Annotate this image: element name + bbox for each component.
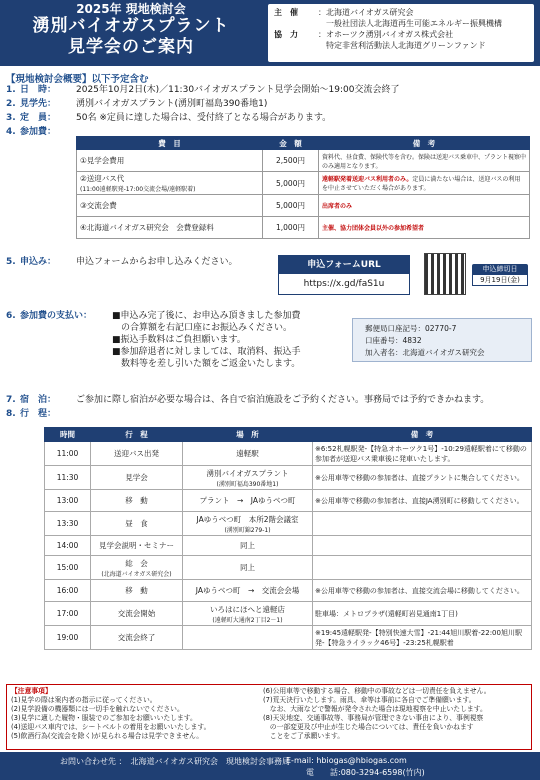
fee-col-amount: 金 額 bbox=[263, 137, 319, 150]
payment-text: 数料等を差し引いた額をご返金いたします。 bbox=[112, 359, 301, 369]
itinerary-table bbox=[44, 427, 532, 650]
row-place: 遠軽駅 bbox=[183, 442, 313, 466]
apply-line: 5. 申込み： 申込フォームからお申し込みください。 bbox=[6, 257, 238, 267]
payment-text: の合算額を右記口座にお振込みください。 bbox=[112, 323, 293, 333]
row-time: 16:00 bbox=[45, 580, 91, 602]
itinerary-line: 8. 行 程： bbox=[6, 409, 57, 419]
row-step: 交流会開始 bbox=[91, 602, 183, 626]
item-date: 1. 日 時： 2025年10月2日(木)／11:30バイオガスプラント見学会開始～19:00交流会終了 bbox=[6, 85, 400, 95]
partner-label: 協 力 bbox=[274, 30, 298, 39]
row-note bbox=[313, 512, 532, 536]
itinerary-row bbox=[45, 490, 532, 512]
row-note bbox=[313, 536, 532, 556]
row-step: 移 動 bbox=[91, 490, 183, 512]
fee-row: ①見学会費用 2,500円 資料代、昼食費、保険代等を含む。保険は送迎バス乗車中、プラント視察中のみ適用となります。 bbox=[77, 150, 530, 172]
deadline-date: 9月19日(金) bbox=[472, 274, 528, 286]
row-step: 見学会 bbox=[91, 466, 183, 490]
partner-1: ：オホーツク湧別バイオガス株式会社 bbox=[318, 30, 454, 39]
form-url-title: 申込フォームURL bbox=[279, 256, 409, 274]
notes-heading: 【注意事項】 bbox=[11, 687, 52, 695]
row-note: ※公用車等で移動の参加者は、直接JA湧別町に移動してください。 bbox=[313, 490, 532, 512]
fee-col-note: 備 考 bbox=[319, 137, 530, 150]
contact-org: お問い合わせ先 ： 北海道バイオガス研究会 現地検討会事務局 bbox=[60, 757, 291, 766]
row-place: 同上 bbox=[183, 536, 313, 556]
bank-number: 口座番号：4832 bbox=[365, 336, 422, 345]
row-time: 17:00 bbox=[45, 602, 91, 626]
bank-account-box bbox=[352, 318, 532, 362]
sched-col-time: 時間 bbox=[45, 428, 91, 442]
host-2: 一般社団法人北海道再生可能エネルギー振興機構 bbox=[326, 19, 502, 28]
title-line-2: 見学会のご案内 bbox=[68, 37, 194, 57]
title-block bbox=[6, 2, 256, 58]
row-time: 11:00 bbox=[45, 442, 91, 466]
row-note bbox=[313, 556, 532, 580]
item-fee: 4. 参加費： bbox=[6, 127, 57, 137]
overview-heading: 【現地検討会概要】以下予定含む bbox=[6, 74, 149, 85]
organizer-box bbox=[268, 4, 534, 62]
row-note: ※6:52札幌駅発-【特急オホーツク1号】-10:29遠軽駅着にて移動の参加者が送迎バス乗車後に発車いたします。 bbox=[313, 442, 532, 466]
fee-row: ③交流会費 5,000円 出席者のみ bbox=[77, 195, 530, 217]
contact-phone: 電 話:080-3294-6598(竹内) bbox=[306, 768, 425, 777]
itinerary-row bbox=[45, 512, 532, 536]
fee-table bbox=[76, 136, 530, 239]
header-banner bbox=[0, 0, 540, 66]
item-capacity: 3. 定 員： 50名 ※定員に達した場合は、受付終了となる場合があります。 bbox=[6, 113, 332, 123]
itinerary-row bbox=[45, 580, 532, 602]
row-place: JAゆうべつ町 本所2階会議室 (湧別町錦279-1) bbox=[183, 512, 313, 536]
host-row bbox=[274, 7, 528, 29]
row-place: 同上 bbox=[183, 556, 313, 580]
sched-col-place: 場 所 bbox=[183, 428, 313, 442]
partner-2: 特定非営利活動法人北海道グリーンファンド bbox=[326, 41, 486, 50]
row-step: 見学会説明・セミナー bbox=[91, 536, 183, 556]
title-line-1: 湧別バイオガスプラント bbox=[32, 16, 230, 36]
sched-col-note: 備 考 bbox=[313, 428, 532, 442]
itinerary-row bbox=[45, 602, 532, 626]
sched-col-step: 行 程 bbox=[91, 428, 183, 442]
itinerary-row bbox=[45, 556, 532, 580]
row-place: JAゆうべつ町 → 交流会会場 bbox=[183, 580, 313, 602]
row-time: 11:30 bbox=[45, 466, 91, 490]
payment-text: ■参加辞退者に対しましては、取消料、振込手 bbox=[112, 347, 301, 357]
notes-left: (1)見学の際は案内者の指示に従ってください。 (2)見学設備の機器類には一切手を触れないでください。 (3)見学に適した履物・服装でのご参加をお願いいたします。 (4)送迎バス車内では、シートベルトの着用をお願いいたします。 (5)飲酒行為(交流会を除く)が見られる場合は見学できません。 bbox=[11, 696, 211, 740]
itinerary-row bbox=[45, 442, 532, 466]
item-venue: 2. 見学先： 湧別バイオガスプラント(湧別町福島390番地1) bbox=[6, 99, 268, 109]
row-step: 移 動 bbox=[91, 580, 183, 602]
row-time: 13:30 bbox=[45, 512, 91, 536]
row-place: いろはにほへと遠軽店 (遠軽町大通南2丁目2－1) bbox=[183, 602, 313, 626]
row-step: 交流会終了 bbox=[91, 626, 183, 650]
row-note: 駐車場：メトロプラザ(遠軽町岩見通南1丁目) bbox=[313, 602, 532, 626]
form-url-link[interactable]: https://x.gd/faS1u bbox=[303, 279, 385, 289]
deadline-badge bbox=[472, 264, 528, 286]
stay-line: 7. 宿 泊： ご参加に際し宿泊が必要な場合は、各自で宿泊施設をご予約ください。事務局では予約できかねます。 bbox=[6, 395, 490, 405]
fee-row: ②送迎バス代 (11:00遠軽駅発-17:00交流会場/遠軽駅着) 5,000円 遠軽駅発着送迎バス利用者のみ。定員に満たない場合は、送迎バスの利用を中止させていただく場合があります。 bbox=[77, 172, 530, 195]
row-note: ※公用車等で移動の参加者は、直接プラントに集合してください。 bbox=[313, 466, 532, 490]
host-1: ：北海道バイオガス研究会 bbox=[318, 8, 414, 17]
row-note: ※公用車等で移動の参加者は、直接交流会場に移動してください。 bbox=[313, 580, 532, 602]
fee-row: ④北海道バイオガス研究会 会費登録料 1,000円 主催、協力団体会員以外の参加希望者 bbox=[77, 217, 530, 239]
itinerary-row bbox=[45, 466, 532, 490]
row-time: 14:00 bbox=[45, 536, 91, 556]
footer-contact bbox=[0, 752, 540, 780]
bank-code: 郵便局口座記号：02770-7 bbox=[365, 324, 457, 333]
qr-code-icon[interactable] bbox=[424, 253, 466, 295]
deadline-label: 申込締切日 bbox=[472, 264, 528, 274]
row-place bbox=[183, 626, 313, 650]
notes-right: (6)公用車等で移動する場合、移動中の事故などは一切責任を負えません。 (7)荒天決行いたします。雨具、傘等は事前に各自でご準備願います。 なお、大雨などで警報が発令された場合は現地視察を中止いたします。 (8)天災地変、交通事故等、事務局が管理できない事由により、事例視察 の一部変更及び中止が生じた場合については、責任を負いかねます ことをご了承願います。 bbox=[263, 687, 491, 740]
event-subtitle: 2025年 現地検討会 bbox=[76, 2, 186, 16]
row-time: 15:00 bbox=[45, 556, 91, 580]
partner-row bbox=[274, 29, 528, 51]
bank-holder: 加入者名：北海道バイオガス研究会 bbox=[365, 348, 485, 357]
row-time: 19:00 bbox=[45, 626, 91, 650]
row-note: ※19:45遠軽駅発-【特別快速大雪】-21:44旭川駅着-22:00旭川駅発-【特急ライラック46号】-23:25札幌駅着 bbox=[313, 626, 532, 650]
notes-box bbox=[6, 684, 532, 750]
itinerary-row bbox=[45, 626, 532, 650]
form-url-box[interactable] bbox=[278, 255, 410, 295]
row-step: 昼 食 bbox=[91, 512, 183, 536]
row-place: プラント → JAゆうべつ町 bbox=[183, 490, 313, 512]
contact-email[interactable]: E-mail: hbiogas@hbiogas.com bbox=[286, 756, 407, 765]
row-step: 総 会 (北海道バイオガス研究会) bbox=[91, 556, 183, 580]
row-place: 湧別バイオガスプラント (湧別町福島390番地1) bbox=[183, 466, 313, 490]
payment-text: ■振込手数料はご負担願います。 bbox=[112, 335, 246, 345]
row-step: 送迎バス出発 bbox=[91, 442, 183, 466]
fee-col-item: 費 目 bbox=[77, 137, 263, 150]
itinerary-row bbox=[45, 536, 532, 556]
row-time: 13:00 bbox=[45, 490, 91, 512]
payment-line: 6. 参加費の支払い： ■申込み完了後に、お申込み頂きました参加費 bbox=[6, 311, 301, 321]
host-label: 主 催 bbox=[274, 8, 298, 17]
